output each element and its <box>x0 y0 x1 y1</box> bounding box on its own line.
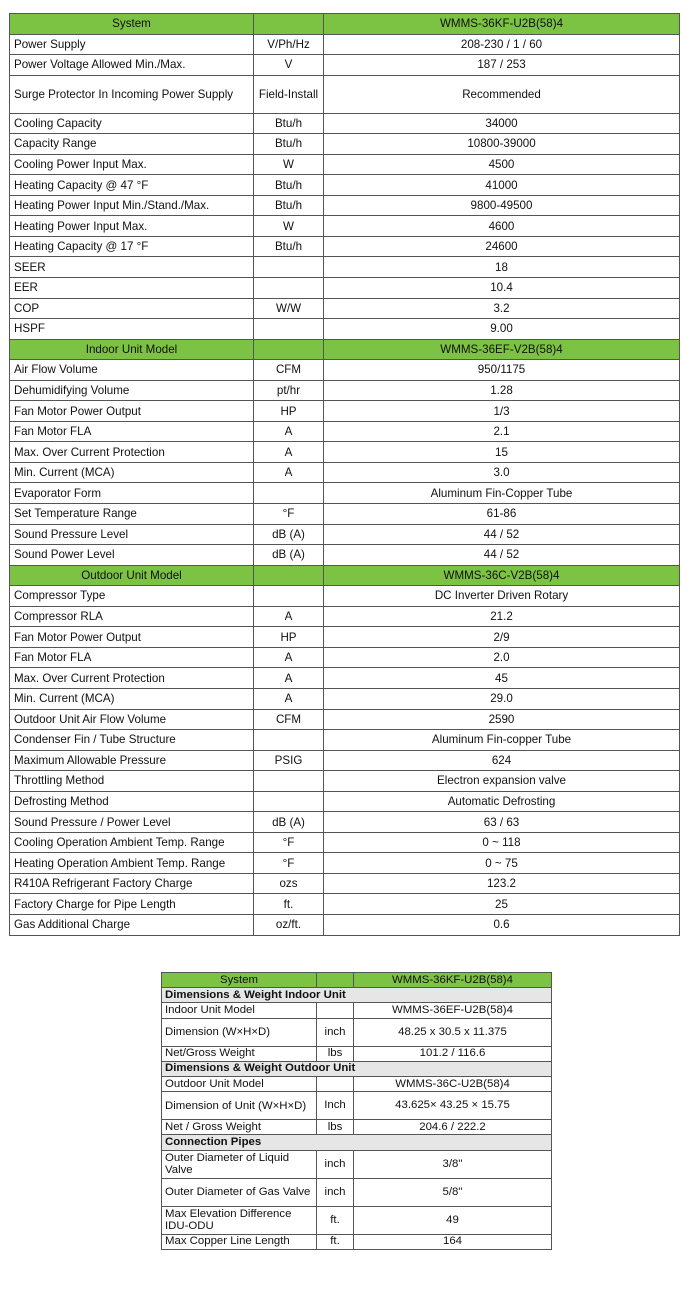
row-value: 3.2 <box>324 298 680 319</box>
row-label: Heating Capacity @ 17 °F <box>10 236 254 257</box>
row-unit: PSIG <box>254 750 324 771</box>
table-row <box>10 832 680 853</box>
row-value: 61-86 <box>324 504 680 525</box>
table-row <box>10 750 680 771</box>
row-value: 24600 <box>324 236 680 257</box>
row-value: Recommended <box>324 75 680 113</box>
row-unit <box>254 791 324 812</box>
table-row <box>10 894 680 915</box>
row-label: Outer Diameter of Gas Valve <box>162 1178 317 1206</box>
section-title-row <box>162 1135 552 1150</box>
table-row <box>10 278 680 299</box>
row-unit: A <box>254 462 324 483</box>
row-label: Compressor RLA <box>10 606 254 627</box>
table-row <box>162 1076 552 1091</box>
row-unit: inch <box>317 1018 354 1046</box>
row-unit <box>317 1076 354 1091</box>
table-row <box>10 730 680 751</box>
table-row <box>10 75 680 113</box>
row-label: Max. Over Current Protection <box>10 668 254 689</box>
table-row <box>10 257 680 278</box>
table-row <box>10 298 680 319</box>
row-label: Net / Gross Weight <box>162 1120 317 1135</box>
row-value: Automatic Defrosting <box>324 791 680 812</box>
row-label: Factory Charge for Pipe Length <box>10 894 254 915</box>
table-row <box>10 627 680 648</box>
row-value: 204.6 / 222.2 <box>354 1120 552 1135</box>
row-label: SEER <box>10 257 254 278</box>
row-unit <box>254 483 324 504</box>
row-unit <box>254 278 324 299</box>
row-label: COP <box>10 298 254 319</box>
row-value: 2/9 <box>324 627 680 648</box>
table-row <box>162 1150 552 1178</box>
row-value: 1.28 <box>324 380 680 401</box>
table-row <box>10 853 680 874</box>
row-label: Heating Operation Ambient Temp. Range <box>10 853 254 874</box>
table-row <box>10 442 680 463</box>
row-label: Power Voltage Allowed Min./Max. <box>10 55 254 76</box>
table-row <box>10 668 680 689</box>
row-value: 0 ~ 75 <box>324 853 680 874</box>
row-unit <box>317 1003 354 1018</box>
row-unit: dB (A) <box>254 812 324 833</box>
section-header-row <box>10 565 680 586</box>
row-label: Dimension (W×H×D) <box>162 1018 317 1046</box>
section-title-row <box>162 988 552 1003</box>
row-label: Gas Additional Charge <box>10 914 254 935</box>
row-unit <box>254 339 324 360</box>
row-value: 3.0 <box>324 462 680 483</box>
row-unit: V <box>254 55 324 76</box>
table-row <box>10 319 680 340</box>
row-label: Outdoor Unit Model <box>162 1076 317 1091</box>
row-value: 43.625× 43.25 × 15.75 <box>354 1092 552 1120</box>
row-unit: ft. <box>254 894 324 915</box>
table-row <box>10 586 680 607</box>
row-unit: HP <box>254 627 324 648</box>
row-unit: HP <box>254 401 324 422</box>
row-value: DC Inverter Driven Rotary <box>324 586 680 607</box>
table-row <box>162 1003 552 1018</box>
row-label: Sound Pressure / Power Level <box>10 812 254 833</box>
table-row <box>10 462 680 483</box>
row-label: Cooling Operation Ambient Temp. Range <box>10 832 254 853</box>
section-header-row <box>10 14 680 35</box>
row-unit <box>317 973 354 988</box>
row-value: 3/8" <box>354 1150 552 1178</box>
table-row <box>10 360 680 381</box>
row-label: R410A Refrigerant Factory Charge <box>10 873 254 894</box>
row-unit <box>254 565 324 586</box>
row-label: Set Temperature Range <box>10 504 254 525</box>
table-row <box>10 791 680 812</box>
table-row <box>10 688 680 709</box>
row-label: Fan Motor FLA <box>10 421 254 442</box>
row-unit: ozs <box>254 873 324 894</box>
row-value: 45 <box>324 668 680 689</box>
row-label: Max Copper Line Length <box>162 1234 317 1249</box>
row-value: 21.2 <box>324 606 680 627</box>
row-unit: ft. <box>317 1206 354 1234</box>
row-value: 123.2 <box>324 873 680 894</box>
row-label: Capacity Range <box>10 134 254 155</box>
table-row <box>10 34 680 55</box>
row-label: Dehumidifying Volume <box>10 380 254 401</box>
row-unit: A <box>254 668 324 689</box>
row-unit <box>254 586 324 607</box>
table-row <box>10 647 680 668</box>
row-value: 63 / 63 <box>324 812 680 833</box>
row-label: System <box>162 973 317 988</box>
table-row <box>10 873 680 894</box>
row-unit <box>254 771 324 792</box>
row-value: 1/3 <box>324 401 680 422</box>
row-value: 29.0 <box>324 688 680 709</box>
row-label: Sound Pressure Level <box>10 524 254 545</box>
row-label: Net/Gross Weight <box>162 1046 317 1061</box>
row-label: Throttling Method <box>10 771 254 792</box>
table-row <box>10 216 680 237</box>
table-row <box>10 483 680 504</box>
row-label: Outdoor Unit Model <box>10 565 254 586</box>
row-value: 2.1 <box>324 421 680 442</box>
row-value: 44 / 52 <box>324 545 680 566</box>
row-value: 950/1175 <box>324 360 680 381</box>
row-value: 4500 <box>324 154 680 175</box>
row-value: WMMS-36C-V2B(58)4 <box>324 565 680 586</box>
row-unit <box>254 14 324 35</box>
row-label: Min. Current (MCA) <box>10 688 254 709</box>
table-row <box>10 812 680 833</box>
row-unit: dB (A) <box>254 545 324 566</box>
row-label: Outdoor Unit Air Flow Volume <box>10 709 254 730</box>
row-unit <box>254 730 324 751</box>
row-unit: A <box>254 647 324 668</box>
row-value: 49 <box>354 1206 552 1234</box>
row-value: 2.0 <box>324 647 680 668</box>
row-label: EER <box>10 278 254 299</box>
row-label: Indoor Unit Model <box>10 339 254 360</box>
table-row <box>162 1092 552 1120</box>
row-value: 2590 <box>324 709 680 730</box>
row-unit: Btu/h <box>254 113 324 134</box>
row-label: Cooling Capacity <box>10 113 254 134</box>
table-row <box>10 504 680 525</box>
row-value: Aluminum Fin-Copper Tube <box>324 483 680 504</box>
row-label: Fan Motor Power Output <box>10 401 254 422</box>
row-value: 18 <box>324 257 680 278</box>
row-unit: pt/hr <box>254 380 324 401</box>
table-row <box>10 175 680 196</box>
table-row <box>162 1234 552 1249</box>
row-unit: lbs <box>317 1120 354 1135</box>
table-row <box>10 55 680 76</box>
row-unit: CFM <box>254 360 324 381</box>
row-label: Dimension of Unit (W×H×D) <box>162 1092 317 1120</box>
section-title: Dimensions & Weight Outdoor Unit <box>162 1061 552 1076</box>
row-label: Heating Capacity @ 47 °F <box>10 175 254 196</box>
section-title: Connection Pipes <box>162 1135 552 1150</box>
row-label: Condenser Fin / Tube Structure <box>10 730 254 751</box>
row-unit: A <box>254 442 324 463</box>
row-label: Max. Over Current Protection <box>10 442 254 463</box>
row-unit: Btu/h <box>254 236 324 257</box>
row-unit: Inch <box>317 1092 354 1120</box>
row-value: 10800-39000 <box>324 134 680 155</box>
row-label: Min. Current (MCA) <box>10 462 254 483</box>
spec-table <box>9 13 680 936</box>
row-value: 4600 <box>324 216 680 237</box>
row-value: 5/8" <box>354 1178 552 1206</box>
row-value: Electron expansion valve <box>324 771 680 792</box>
table-row <box>10 606 680 627</box>
row-unit: W/W <box>254 298 324 319</box>
row-unit: Btu/h <box>254 175 324 196</box>
row-unit: oz/ft. <box>254 914 324 935</box>
row-label: Fan Motor FLA <box>10 647 254 668</box>
row-value: 164 <box>354 1234 552 1249</box>
row-value: WMMS-36EF-U2B(58)4 <box>354 1003 552 1018</box>
row-unit: Btu/h <box>254 195 324 216</box>
row-value: 624 <box>324 750 680 771</box>
row-label: Indoor Unit Model <box>162 1003 317 1018</box>
table-row <box>10 421 680 442</box>
table-row <box>10 195 680 216</box>
row-label: Defrosting Method <box>10 791 254 812</box>
row-label: System <box>10 14 254 35</box>
table-row <box>162 1206 552 1234</box>
table-row <box>10 914 680 935</box>
row-value: 10.4 <box>324 278 680 299</box>
table-row <box>162 1046 552 1061</box>
row-unit: Field-Install <box>254 75 324 113</box>
row-unit: Btu/h <box>254 134 324 155</box>
row-value: 48.25 x 30.5 x 11.375 <box>354 1018 552 1046</box>
table-row <box>10 113 680 134</box>
row-value: 0.6 <box>324 914 680 935</box>
row-label: Surge Protector In Incoming Power Supply <box>10 75 254 113</box>
table-row <box>10 709 680 730</box>
row-label: Maximum Allowable Pressure <box>10 750 254 771</box>
row-value: 44 / 52 <box>324 524 680 545</box>
row-unit: A <box>254 688 324 709</box>
row-label: Heating Power Input Max. <box>10 216 254 237</box>
row-value: 187 / 253 <box>324 55 680 76</box>
row-value: WMMS-36C-U2B(58)4 <box>354 1076 552 1091</box>
row-label: Sound Power Level <box>10 545 254 566</box>
row-unit: V/Ph/Hz <box>254 34 324 55</box>
row-label: Cooling Power Input Max. <box>10 154 254 175</box>
table-row <box>10 154 680 175</box>
row-label: Heating Power Input Min./Stand./Max. <box>10 195 254 216</box>
row-value: Aluminum Fin-copper Tube <box>324 730 680 751</box>
row-value: 0 ~ 118 <box>324 832 680 853</box>
row-label: Compressor Type <box>10 586 254 607</box>
dimensions-table <box>161 972 552 1250</box>
row-value: 25 <box>324 894 680 915</box>
section-title: Dimensions & Weight Indoor Unit <box>162 988 552 1003</box>
row-unit: inch <box>317 1150 354 1178</box>
row-label: Air Flow Volume <box>10 360 254 381</box>
row-value: 34000 <box>324 113 680 134</box>
table-row <box>10 380 680 401</box>
row-value: 9800-49500 <box>324 195 680 216</box>
table-row <box>10 545 680 566</box>
row-label: Fan Motor Power Output <box>10 627 254 648</box>
row-value: 41000 <box>324 175 680 196</box>
row-value: 101.2 / 116.6 <box>354 1046 552 1061</box>
row-value: WMMS-36KF-U2B(58)4 <box>354 973 552 988</box>
row-unit: lbs <box>317 1046 354 1061</box>
row-label: Outer Diameter of Liquid Valve <box>162 1150 317 1178</box>
row-unit: dB (A) <box>254 524 324 545</box>
row-label: Evaporator Form <box>10 483 254 504</box>
row-unit <box>254 257 324 278</box>
row-value: 9.00 <box>324 319 680 340</box>
table-row <box>162 1178 552 1206</box>
table-row <box>10 771 680 792</box>
row-unit: A <box>254 421 324 442</box>
row-unit: A <box>254 606 324 627</box>
row-unit: W <box>254 216 324 237</box>
row-label: Max Elevation Difference IDU-ODU <box>162 1206 317 1234</box>
row-label: HSPF <box>10 319 254 340</box>
table-row <box>10 134 680 155</box>
row-unit: CFM <box>254 709 324 730</box>
row-label: Power Supply <box>10 34 254 55</box>
row-unit: inch <box>317 1178 354 1206</box>
row-unit: °F <box>254 853 324 874</box>
row-value: 208-230 / 1 / 60 <box>324 34 680 55</box>
table-row <box>10 401 680 422</box>
row-unit <box>254 319 324 340</box>
row-unit: W <box>254 154 324 175</box>
table-row <box>10 236 680 257</box>
table-row <box>10 524 680 545</box>
table-row <box>162 1018 552 1046</box>
table-row <box>162 1120 552 1135</box>
row-value: WMMS-36EF-V2B(58)4 <box>324 339 680 360</box>
row-unit: °F <box>254 832 324 853</box>
row-unit: ft. <box>317 1234 354 1249</box>
row-unit: °F <box>254 504 324 525</box>
row-value: 15 <box>324 442 680 463</box>
section-title-row <box>162 1061 552 1076</box>
section-header-row <box>162 973 552 988</box>
row-value: WMMS-36KF-U2B(58)4 <box>324 14 680 35</box>
section-header-row <box>10 339 680 360</box>
